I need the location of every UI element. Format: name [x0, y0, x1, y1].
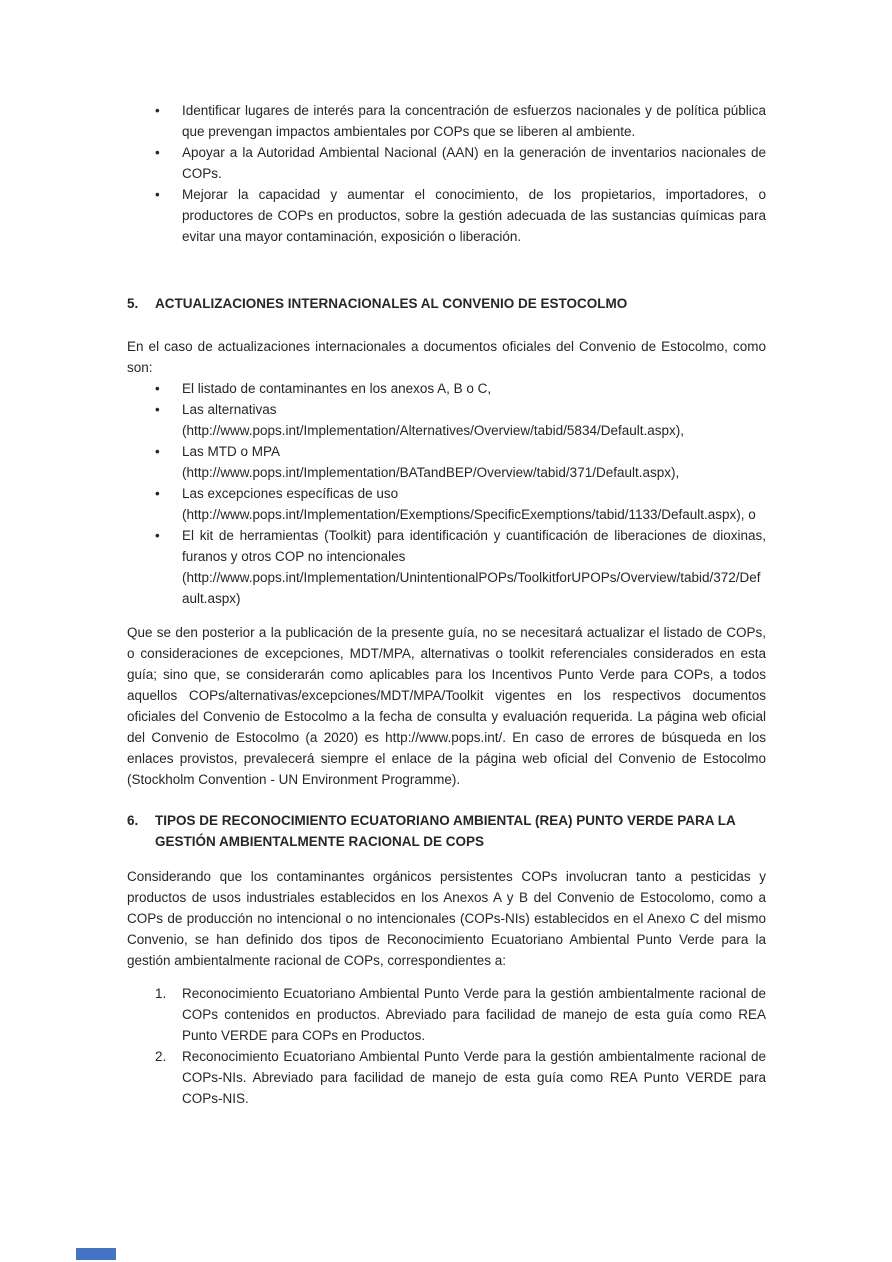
section-6-heading: [127, 810, 766, 852]
bullet-icon: •: [155, 145, 160, 160]
list-item-text: Identificar lugares de interés para la concentración de esfuerzos nacionales y de política pública que prevengan impactos ambientales por COPs que se liberen al ambiente.: [182, 103, 766, 139]
list-item: [127, 525, 766, 609]
list-item-text: Apoyar a la Autoridad Ambiental Nacional (AAN) en la generación de inventarios nacionales de COPs.: [182, 145, 766, 181]
section-title: ACTUALIZACIONES INTERNACIONALES AL CONVENIO DE ESTOCOLMO: [155, 296, 628, 311]
list-item: [127, 378, 766, 399]
list-item: [127, 142, 766, 184]
list-item-text: Las excepciones específicas de uso: [182, 486, 399, 501]
section-5-heading: [127, 293, 766, 314]
list-item: [127, 483, 766, 525]
list-item-url: (http://www.pops.int/Implementation/Alternatives/Overview/tabid/5834/Default.aspx),: [182, 423, 684, 438]
bullet-icon: •: [155, 444, 160, 459]
item-number: 2.: [155, 1049, 167, 1064]
bullet-icon: •: [155, 103, 160, 118]
bullet-icon: •: [155, 187, 160, 202]
list-item-text: Reconocimiento Ecuatoriano Ambiental Punto Verde para la gestión ambientalmente racional de COPs contenidos en productos. Abreviado para facilidad de manejo de esta guía como REA Punto VERDE para COPs en Productos.: [182, 986, 766, 1043]
section-5-intro: En el caso de actualizaciones internacionales a documentos oficiales del Convenio de Estocolmo, como son:: [127, 339, 766, 375]
item-number: 1.: [155, 986, 167, 1001]
intro-bullet-list: [127, 100, 766, 247]
list-item-text: Las alternativas: [182, 402, 277, 417]
list-item-url: (http://www.pops.int/Implementation/UnintentionalPOPs/ToolkitforUPOPs/Overview/tabid/372/Default.aspx): [182, 570, 761, 606]
list-item-text: Las MTD o MPA: [182, 444, 281, 459]
list-item: [127, 184, 766, 247]
bullet-icon: •: [155, 528, 160, 543]
section-number: 6.: [127, 813, 139, 828]
list-item: [127, 399, 766, 441]
list-item-text: Reconocimiento Ecuatoriano Ambiental Punto Verde para la gestión ambientalmente racional de COPs-NIs. Abreviado para facilidad de manejo de esta guía como REA Punto VERDE para COPs-NIS.: [182, 1049, 766, 1106]
section-title: TIPOS DE RECONOCIMIENTO ECUATORIANO AMBIENTAL (REA) PUNTO VERDE PARA LA GESTIÓN AMBIENTALMENTE RACIONAL DE COPS: [155, 813, 736, 849]
section-5-paragraph: Que se den posterior a la publicación de la presente guía, no se necesitará actualizar el listado de COPs, o consideraciones de excepciones, MDT/MPA, alternativas o toolkit referenciales considerados en esta guía; sino que, se considerarán como aplicables para los Incentivos Punto Verde para COPs, a todos aquellos COPs/alternativas/excepciones/MDT/MPA/Toolkit vigentes en los respectivos documentos oficiales del Convenio de Estocolmo a la fecha de consulta y evaluación requerida. La página web oficial del Convenio de Estocolmo (a 2020) es http://www.pops.int/. En caso de errores de búsqueda en los enlaces provistos, prevalecerá siempre el enlace de la página web oficial del Convenio de Estocolmo (Stockholm Convention - UN Environment Programme).: [127, 625, 766, 787]
section-number: 5.: [127, 296, 139, 311]
list-item-text: El kit de herramientas (Toolkit) para identificación y cuantificación de liberaciones de dioxinas, furanos y otros COP no intencionales: [182, 528, 766, 564]
bullet-icon: •: [155, 381, 160, 396]
numbered-list-item: [127, 1046, 766, 1109]
list-item-url: (http://www.pops.int/Implementation/Exemptions/SpecificExemptions/tabid/1133/Default.aspx), o: [182, 507, 756, 522]
bullet-icon: •: [155, 402, 160, 417]
footer-accent-bar: [76, 1248, 116, 1260]
list-item: [127, 441, 766, 483]
section-6-numbered-list: [127, 983, 766, 1109]
numbered-list-item: [127, 983, 766, 1046]
list-item-text: El listado de contaminantes en los anexos A, B o C,: [182, 381, 492, 396]
list-item-text: Mejorar la capacidad y aumentar el conocimiento, de los propietarios, importadores, o productores de COPs en productos, sobre la gestión adecuada de las sustancias químicas para evitar una mayor contaminación, exposición o liberación.: [182, 187, 766, 244]
section-6-paragraph: Considerando que los contaminantes orgánicos persistentes COPs involucran tanto a pesticidas y productos de usos industriales establecidos en los Anexos A y B del Convenio de Estocolomo, como a COPs de producción no intencional o no intencionales (COPs-NIs) establecidos en el Anexo C del mismo Convenio, se han definido dos tipos de Reconocimiento Ecuatoriano Ambiental Punto Verde para la gestión ambientalmente racional de COPs, correspondientes a:: [127, 869, 766, 968]
section-5-bullet-list: [127, 378, 766, 609]
list-item: [127, 100, 766, 142]
list-item-url: (http://www.pops.int/Implementation/BATandBEP/Overview/tabid/371/Default.aspx),: [182, 465, 680, 480]
bullet-icon: •: [155, 486, 160, 501]
page-content: [127, 100, 766, 1109]
